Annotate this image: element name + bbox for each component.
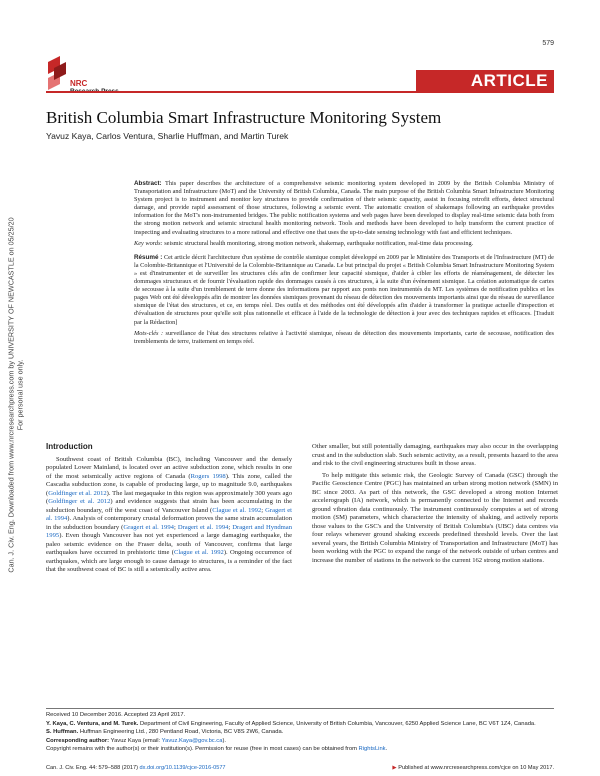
keywords-label: Key words: <box>134 239 163 247</box>
doi-link[interactable]: dx.doi.org/10.1139/cjce-2016-0577 <box>139 765 226 771</box>
text-run: ). This zone, called the Cascadia subduction zone, is capable of producing large, up to magnitude 9.0, earthquakes ( <box>46 472 292 497</box>
citation-link[interactable]: Clague et al. 1992 <box>173 549 224 556</box>
citation-link[interactable]: Dragert and Hyndman 1995 <box>46 523 293 539</box>
citation-link[interactable]: Gragert et al. 1994 <box>46 506 293 522</box>
affiliation-names: Y. Kaya, C. Ventura, and M. Turek. <box>46 720 139 727</box>
mots-cles-text: surveillance de l'état des structures relative à l'activité sismique, réseau de détection des mouvements importants, carte de secousse, notification des tremblements de terre, traitement en temps réel. <box>134 329 554 345</box>
citation-link[interactable]: Clague et al. 1992 <box>212 506 262 514</box>
affiliation-2 <box>46 729 554 737</box>
published-line <box>392 765 554 771</box>
copyright-text: Copyright remains with the author(s) or their institution(s). Permission for reuse (free in most cases) can be obtained from <box>46 746 359 753</box>
nrc-logo-icon <box>46 56 72 96</box>
resume-label: Résumé : <box>134 253 163 261</box>
citation-text: Can. J. Civ. Eng. 44: 579–588 (2017) <box>46 765 140 771</box>
text-run: ; <box>228 523 233 531</box>
text-run: ; <box>261 506 266 514</box>
footer-rule <box>46 708 554 709</box>
body-column-left <box>46 443 292 578</box>
triangle-icon: ▶ <box>392 765 397 771</box>
mots-cles-label: Mots-clés : <box>134 329 164 337</box>
affiliation-1 <box>46 721 554 729</box>
abstract-paragraph <box>134 180 554 237</box>
download-watermark <box>2 160 30 630</box>
affiliation-text: Department of Civil Engineering, Faculty of Applied Science, University of British Columbia, Vancouver, 6250 Applied Science Lane, BC V6T 1Z4, Canada. <box>138 720 536 727</box>
resume-paragraph <box>134 254 554 327</box>
download-watermark-line2: For personal use only. <box>15 359 24 431</box>
author-list: Yavuz Kaya, Carlos Ventura, Sharlie Huffman, and Martin Turek <box>46 131 289 141</box>
introduction-paragraph-1 <box>46 456 292 575</box>
article-title: British Columbia Smart Infrastructure Monitoring System <box>46 108 442 127</box>
text-run: ). Ongoing occurrence of earthquakes, which are large enough to cause damage to structures, is a reminder of the fact that the southwest coast of BC is still a seismically active area. <box>46 549 292 573</box>
logo-nrc-text: NRC <box>70 79 88 88</box>
citation-link[interactable]: Rogers 1998 <box>190 472 226 480</box>
mots-cles-paragraph <box>134 330 554 346</box>
copyright-notice <box>46 746 554 754</box>
email-link[interactable]: Yavuz.Kaya@gov.bc.ca <box>161 737 223 744</box>
text-run: ). Analysis of contemporary crustal deformation proves the same strain accumulation in the subduction boundary ( <box>46 515 292 531</box>
keywords-text: seismic structural health monitoring, strong motion network, shakemap, earthquake notification, real-time data processing. <box>162 239 474 247</box>
download-watermark-line1: Can. J. Civ. Eng. Downloaded from www.nrcresearchpress.com by UNIVERSITY OF NEWCASTLE on 05/25/20 <box>6 217 16 573</box>
citation-line <box>46 765 226 771</box>
citation-link[interactable]: Goldfinger et al. 2012 <box>48 489 107 497</box>
body-column-right <box>312 443 558 568</box>
introduction-paragraph-3: To help mitigate this seismic risk, the Geologic Survey of Canada (GSC) through the Pacific Geoscience Centre (PGC) has maintained an urban strong motion network (SMN) in BC since 2003. As part of this network, the GSC developed a strong motion Internet accelerograph (IA) network, which is permanently connected to the Internet and records ground vibration data continuously. The instrument continuously computes a set of strong motion (SM) parameters, which characterize the intensity of shaking, and actively reports those values to the GSC's and the University of British Columbia's (UBC) data centres via four relays whenever ground shaking exceeds predefined threshold levels. Over the last several years, the British Columbia Ministry of Transportation and Infrastructure (MoT) has been working with the PGC to expand the range of the network outside of urban centres and increase the number of stations in the network to the current 162 strong motion stations. <box>312 471 558 564</box>
keywords-paragraph <box>134 240 554 248</box>
affiliation-names: S. Huffman. <box>46 729 79 736</box>
text-run: Southwest coast of British Columbia (BC), including Vancouver and the densely populated Lower Mainland, is located over an active subduction zone, which results in one of the most seismically active regions of Canada ( <box>46 455 292 480</box>
abstract-label: Abstract: <box>134 180 162 187</box>
publisher-logo <box>46 56 126 96</box>
text-run: ). The last megaquake in this region was approximately 300 years ago ( <box>46 489 292 505</box>
resume-text: Cet article décrit l'architecture d'un système de contrôle sismique complet développé en 2009 par le Ministère des Transports et de l'Infrastructure (MT) de la Colombie-Britannique et l'Université de la Colombie-Britannique au Canada. Le but principal du projet « British Columbia Smart Infrastructure Monitoring System » est d'instrumenter et de surveiller les structures clés afin de confirmer leur capacité sismique, d'aider à cibler les efforts de réaménagement, de détecter les dommages structuraux et de fournir l'évaluation rapide des dommages causés à ces structures, à la suite d'un événement sismique. La création automatique de cartes de secousse à la suite d'un tremblement de terre donne des informations par rapport aux ponts non instrumentés du MT. Les systèmes de notification publics et les pages Web ont été développés afin de montrer les données sismiques provenant du réseau de détection des mouvements importants ainsi que du réseau de surveillance sismique de l'état des structures, et ce, en temps réel. Des outils et des méthodes ont été développés afin d'aider à transformer la pratique actuelle d'inspection et d'évaluation de structures pour qu'elle soit plus rationnelle et efficace à l'aide de la technologie de détection à jour avec des techniques rapides et efficaces. [Traduit par la Rédaction] <box>134 253 554 326</box>
article-footnotes <box>46 712 554 755</box>
text-run: ; <box>173 523 178 531</box>
article-type-banner: ARTICLE <box>416 70 554 92</box>
introduction-paragraph-2: Other smaller, but still potentially damaging, earthquakes may also occur in the overlapping crust and in the subduction slab. Such seismic activity, as a result, presents hazard to the area and risk to the civil engineering structures built in those areas. <box>312 443 558 467</box>
text-run: ) and evidence suggests that strain has been accumulating in the subduction boundary, off the west coast of Vancouver Island ( <box>46 498 293 514</box>
corresponding-label: Corresponding author: <box>46 737 110 744</box>
published-text: Published at www.nrcresearchpress.com/cjce on 10 May 2017. <box>396 765 554 771</box>
copyright-end: . <box>385 746 388 753</box>
citation-link[interactable]: Goldfinger et al. 2012 <box>48 498 111 505</box>
corresponding-text: Yavuz Kaya (email: <box>109 737 162 744</box>
affiliation-text: Huffman Engineering Ltd., 280 Pentland Road, Victoria, BC V8S 2W6, Canada. <box>78 729 284 736</box>
page-number: 579 <box>542 40 554 47</box>
abstract-text: This paper describes the architecture of a comprehensive seismic monitoring system developed in 2009 by the British Columbia Ministry of Transportation and Infrastructure (MoT) and the University of British Columbia, Canada. The main purpose of the British Columbia Smart Infrastructure Monitoring System project is to instrument and monitor key structures to provide confirmation of their seismic capacity, assist in focusing retrofit efforts, detect structural damage, and provide rapid assessment of those structures, following a seismic event. The automatic creation of shakemaps following an earthquake provides information for the MoT's non-instrumented bridges. The public notification systems and web pages have been developed to display real-time seismic data both from the strong motion network and seismic structural health monitoring network. Tools and methods have been developed to help transform the current practice of inspecting and evaluating structures to a more rational and effective one that uses the up-to-date sensing technology with fast and efficient techniques. <box>134 180 554 236</box>
introduction-heading: Introduction <box>46 442 93 451</box>
header-rule <box>46 91 554 93</box>
corresponding-author <box>46 738 554 746</box>
corresponding-end: ). <box>222 737 226 744</box>
abstract-block <box>134 180 554 349</box>
text-run: ). Even though Vancouver has not yet experienced a large damaging earthquake, the paleo seismic evidence on the Fraser delta, south of Vancouver, confirms that large earthquakes have occurred in prehistoric time ( <box>46 532 292 556</box>
citation-link[interactable]: Dragert et al. 1994 <box>177 523 229 531</box>
citation-link[interactable]: Gragert et al. 1994 <box>123 523 174 531</box>
rightslink-link[interactable]: RightsLink <box>358 746 386 753</box>
received-dates: Received 10 December 2016. Accepted 23 April 2017. <box>46 712 186 718</box>
